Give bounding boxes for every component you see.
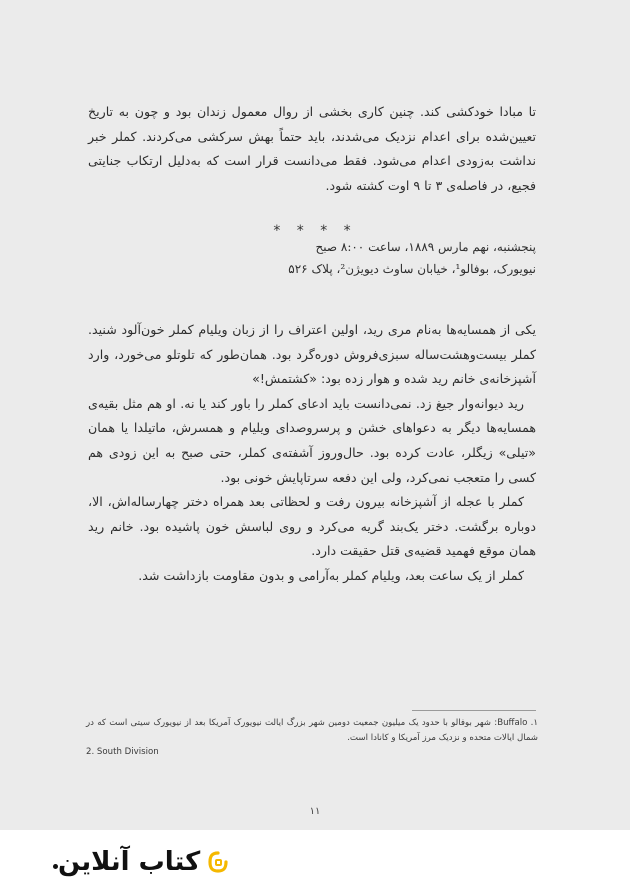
- brand-name: کتاب آنلاین: [58, 847, 201, 877]
- scene-date: پنجشنبه، نهم مارس ۱۸۸۹، ساعت ۸:۰۰ صبح: [315, 240, 536, 254]
- body-paragraph: رید دیوانه‌وار جیغ زد. نمی‌دانست باید ادعای کملر را باور کند یا نه. او هم مثل بقیه‌ی همسایه‌ها دیگر به دعواهای خشن و پرسروصدای ویلیام و همسرش، ماتیلدا یا همان «تیلی» زیگلر، عادت کرده بود. حال‌وروز آشفته‌ی کملر، حتی صبح به این زودی هم کسی را متعجب نمی‌کرد، ولی این دفعه سرتاپایش خونی بود.: [88, 395, 536, 485]
- body-paragraph: کملر با عجله از آشپزخانه بیرون رفت و لحظاتی بعد همراه دختر چهارساله‌اش، الا، دوباره برگشت. دختر یک‌بند گریه می‌کرد و روی لباسش خون پاشیده بود. خانم رید همان موقع فهمید قضیه‌ی قتل حقیقت دارد.: [88, 494, 536, 559]
- scene-heading: [180, 236, 536, 280]
- brand-logo: [50, 840, 228, 884]
- body-text: [88, 318, 536, 589]
- section-separator: * * * *: [273, 223, 357, 239]
- intro-paragraph-block: [88, 100, 536, 198]
- footnote-divider: [412, 710, 536, 711]
- page-number: ۱۱: [309, 806, 321, 817]
- body-paragraph: کملر از یک ساعت بعد، ویلیام کملر به‌آرامی و بدون مقاومت بازداشت شد.: [138, 567, 524, 583]
- footnotes: [86, 716, 538, 760]
- intro-paragraph: تا مبادا خودکشی کند. چنین کاری بخشی از روال معمول زندان بود و چون به تاریخ تعیین‌شده برای اعدام نزدیک می‌شدند، باید حتماً بهش سرکشی می‌کردند. کملر خبر نداشت به‌زودی اعدام می‌شود. فقط می‌دانست قرار است که به‌دلیل ارتکاب جنایتی فجیع، در فاصله‌ی ۳ تا ۹ اوت کشته شود.: [88, 104, 536, 193]
- book-logo-icon: [208, 851, 228, 873]
- brand-dot: [53, 864, 58, 869]
- scene-place: نیویورک، بوفالو¹، خیابان ساوث دیویژن²، پلاک ۵۲۶: [288, 262, 536, 276]
- footnote-2: 2. South Division: [86, 747, 159, 757]
- footnote-1: ۱. Buffalo: شهر بوفالو با حدود یک میلیون جمعیت دومین شهر بزرگ ایالت نیویورک آمریکا بعد از نیویورک سیتی است که در شمال ایالات متحده و نزدیک مرز آمریکا و کانادا است.: [86, 718, 539, 743]
- body-paragraph: یکی از همسایه‌ها به‌نام مری رید، اولین اعتراف را از زبان ویلیام کملر خون‌آلود شنید. کملر بیست‌وهشت‌ساله سبزی‌فروش دوره‌گرد بود. همان‌طور که تلوتلو می‌خورد، وارد آشپزخانه‌ی خانم رید شده و هوار زده بود: «کشتمش!»: [88, 322, 536, 387]
